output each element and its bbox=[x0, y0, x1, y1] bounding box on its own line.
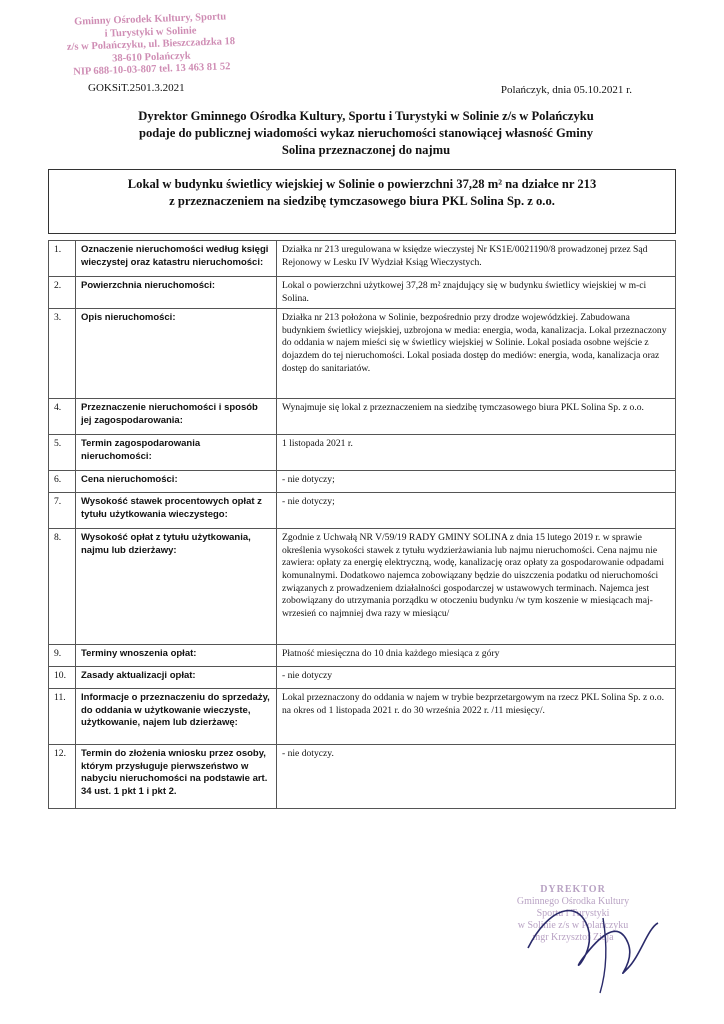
table-row bbox=[49, 309, 676, 399]
table-row bbox=[49, 493, 676, 529]
stamp-line: NIP 688-10-03-807 tel. 13 463 81 52 bbox=[73, 61, 231, 78]
row-number: 5. bbox=[49, 435, 76, 471]
row-label: Termin zagospodarowania nieruchomości: bbox=[76, 435, 277, 471]
row-label: Termin do złożenia wniosku przez osoby, którym przysługuje pierwszeństwo w nabyciu nieruchomości na podstawie art. 34 ust. 1 pkt 1 i pkt 2. bbox=[76, 745, 277, 809]
row-value: - nie dotyczy; bbox=[277, 471, 676, 493]
row-number: 1. bbox=[49, 241, 76, 277]
row-label: Zasady aktualizacji opłat: bbox=[76, 667, 277, 689]
row-label: Opis nieruchomości: bbox=[76, 309, 277, 399]
row-label: Powierzchnia nieruchomości: bbox=[76, 277, 277, 309]
signature-stamp-line: DYREKTOR bbox=[540, 884, 606, 895]
row-number: 6. bbox=[49, 471, 76, 493]
handwritten-signature bbox=[508, 888, 668, 998]
row-value: Płatność miesięczna do 10 dnia każdego miesiąca z góry bbox=[277, 645, 676, 667]
title-line-1: Lokal w budynku świetlicy wiejskiej w Solinie o powierzchni 37,28 m² na działce nr 213 bbox=[127, 177, 597, 191]
row-value: - nie dotyczy. bbox=[277, 745, 676, 809]
row-value: Wynajmuje się lokal z przeznaczeniem na siedzibę tymczasowego biura PKL Solina Sp. z o.o. bbox=[277, 399, 676, 435]
signature-stamp-line: Sportu i Turystyki bbox=[536, 908, 610, 919]
document-header bbox=[80, 108, 652, 159]
row-number: 4. bbox=[49, 399, 76, 435]
row-number: 2. bbox=[49, 277, 76, 309]
property-details-table bbox=[48, 240, 676, 809]
institution-stamp bbox=[35, 10, 267, 80]
date-line: Polańczyk, dnia 05.10.2021 r. bbox=[500, 84, 632, 96]
row-label: Wysokość stawek procentowych opłat z tytułu użytkowania wieczystego: bbox=[76, 493, 277, 529]
header-line-2: podaje do publicznej wiadomości wykaz nieruchomości stanowiącej własność Gminy bbox=[138, 126, 594, 140]
table-row bbox=[49, 745, 676, 809]
row-label: Informacje o przeznaczeniu do sprzedaży, do oddania w użytkowanie wieczyste, użytkowanie, najem lub dzierżawę: bbox=[76, 689, 277, 745]
row-number: 12. bbox=[49, 745, 76, 809]
header-line-3: Solina przeznaczonej do najmu bbox=[281, 143, 451, 157]
row-number: 10. bbox=[49, 667, 76, 689]
property-title-box bbox=[48, 169, 676, 234]
table-row bbox=[49, 689, 676, 745]
table-row bbox=[49, 667, 676, 689]
header-line-1: Dyrektor Gminnego Ośrodka Kultury, Sportu i Turystyki w Solinie z/s w Polańczyku bbox=[138, 109, 594, 123]
row-number: 11. bbox=[49, 689, 76, 745]
row-number: 9. bbox=[49, 645, 76, 667]
row-number: 7. bbox=[49, 493, 76, 529]
row-number: 3. bbox=[49, 309, 76, 399]
row-label: Terminy wnoszenia opłat: bbox=[76, 645, 277, 667]
row-value: Działka nr 213 położona w Solinie, bezpośrednio przy drodze wojewódzkiej. Zabudowana budynkiem świetlicy wiejskiej, uzbrojona w media: energia, woda, kanalizacja. Lokal przeznaczony do oddania w najem mieści się w świetlicy wiejskiej w Solinie. Lokal posiada osobne wejście z dojazdem do tej nieruchomości. Lokal posiada dostęp do mediów: energia, woda, kanalizacja oraz dostęp do sanitariatów. bbox=[277, 309, 676, 399]
stamp-line: z/s w Polańczyku, ul. Bieszczadzka 18 bbox=[66, 36, 236, 53]
table-row bbox=[49, 277, 676, 309]
row-value: Lokal o powierzchni użytkowej 37,28 m² znajdujący się w budynku świetlicy wiejskiej w m-ci Solina. bbox=[277, 277, 676, 309]
title-line-2: z przeznaczeniem na siedzibę tymczasowego biura PKL Solina Sp. z o.o. bbox=[169, 194, 555, 208]
row-label: Cena nieruchomości: bbox=[76, 471, 277, 493]
table-row bbox=[49, 399, 676, 435]
row-value: Zgodnie z Uchwałą NR V/59/19 RADY GMINY SOLINA z dnia 15 lutego 2019 r. w sprawie określenia wysokości stawek z tytułu wydzierżawiania lub najmu nieruchomości. Cena najmu nie zawiera: opłaty za energię elektryczną, wodę, kanalizację oraz opłaty za gospodarowanie odpadami komunalnymi. Dodatkowo najemca zobowiązany będzie do uiszczenia podatku od nieruchomości związanych z prowadzeniem działalności gospodarczej w ustawowych terminach. Najemca jest zobowiązany do utrzymania porządku w otoczeniu budynku /w tym koszenie w miesiącach maj-wrzesień co najmniej dwa razy w miesiącu/ bbox=[277, 529, 676, 645]
row-label: Przeznaczenie nieruchomości i sposób jej zagospodarowania: bbox=[76, 399, 277, 435]
row-label: Wysokość opłat z tytułu użytkowania, najmu lub dzierżawy: bbox=[76, 529, 277, 645]
table-row bbox=[49, 241, 676, 277]
row-value: 1 listopada 2021 r. bbox=[277, 435, 676, 471]
table-row bbox=[49, 435, 676, 471]
stamp-line: Gminny Ośrodek Kultury, Sportu bbox=[73, 11, 227, 28]
table-row bbox=[49, 645, 676, 667]
row-number: 8. bbox=[49, 529, 76, 645]
row-value: Działka nr 213 uregulowana w księdze wieczystej Nr KS1E/0021190/8 prowadzonej przez Sąd Rejonowy w Lesku IV Wydział Ksiąg Wieczystych. bbox=[277, 241, 676, 277]
row-value: Lokal przeznaczony do oddania w najem w trybie bezprzetargowym na rzecz PKL Solina Sp. z o.o. na okres od 1 listopada 2021 r. do 30 września 2022 r. /11 miesięcy/. bbox=[277, 689, 676, 745]
signature-stamp-line: mgr Krzysztof Ziaja bbox=[532, 932, 614, 943]
table-row bbox=[49, 471, 676, 493]
stamp-line: i Turystyki w Solinie bbox=[104, 24, 197, 40]
signature-stamp-line: Gminnego Ośrodka Kultury bbox=[516, 896, 630, 907]
stamp-line: 38-610 Polańczyk bbox=[112, 50, 191, 64]
row-value: - nie dotyczy bbox=[277, 667, 676, 689]
row-label: Oznaczenie nieruchomości według księgi wieczystej oraz katastru nieruchomości: bbox=[76, 241, 277, 277]
row-value: - nie dotyczy; bbox=[277, 493, 676, 529]
reference-number: GOKSiT.2501.3.2021 bbox=[88, 82, 185, 94]
signature-stamp-line: w Solinie z/s w Polańczyku bbox=[517, 920, 629, 931]
table-row bbox=[49, 529, 676, 645]
